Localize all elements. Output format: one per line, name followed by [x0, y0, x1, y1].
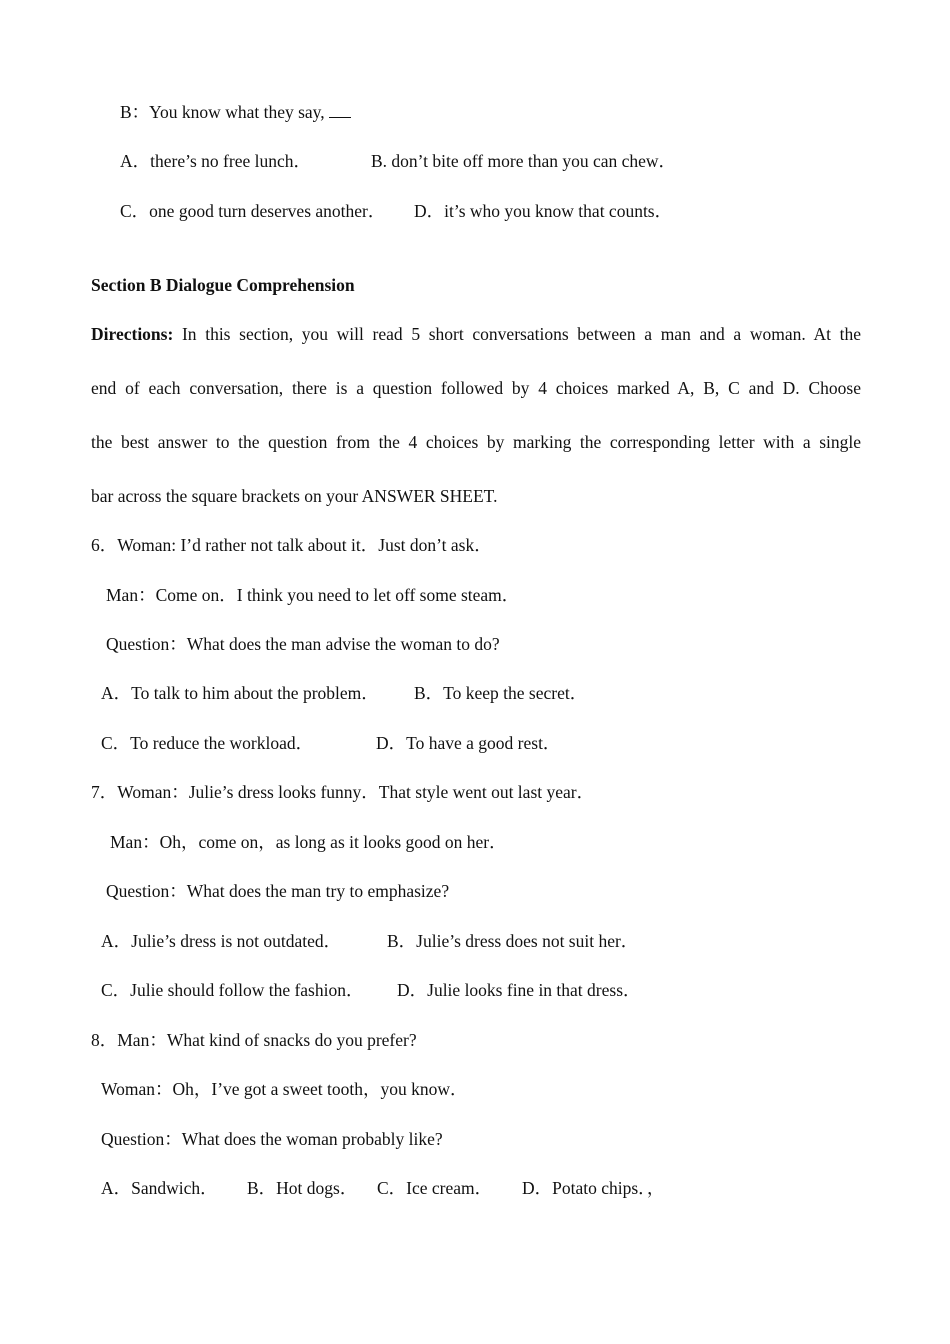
directions-line-3: the best answer to the question from the 4 choices by marking the corresponding letter with a single [91, 432, 861, 452]
q7-man: Man：Oh，come on，as long as it looks good on her． [110, 832, 507, 852]
directions-label: Directions: [91, 324, 174, 344]
q7-option-a: A．Julie’s dress is not outdated． [101, 931, 342, 951]
q6-option-b: B．To keep the secret． [414, 683, 588, 703]
q7-option-c: C．Julie should follow the fashion． [101, 980, 364, 1000]
answer-blank [329, 103, 351, 118]
q6-option-d: D．To have a good rest． [376, 733, 561, 753]
q8-option-c: C．Ice cream． [377, 1178, 493, 1198]
directions-line-2: end of each conversation, there is a question followed by 4 choices marked A, B, C and D. Choose [91, 378, 861, 398]
directions-text-1: In this section, you will read 5 short conversations between a man and a woman. At the [173, 324, 861, 344]
q6-man: Man：Come on．I think you need to let off some steam． [106, 585, 520, 605]
q8-option-a: A．Sandwich． [101, 1178, 218, 1198]
q5-option-d: D．it’s who you know that counts． [414, 201, 673, 221]
q5-dialogue-b-text: B：You know what they say, [120, 102, 330, 122]
q5-dialogue-b [120, 101, 351, 123]
q7-woman: 7．Woman：Julie’s dress looks funny．That style went out last year． [91, 782, 595, 802]
q6-option-c: C．To reduce the workload． [101, 733, 314, 753]
directions-line-1 [91, 323, 861, 345]
q6-woman: 6．Woman: I’d rather not talk about it．Just don’t ask． [91, 535, 492, 555]
q7-question: Question：What does the man try to emphasize? [106, 881, 450, 901]
q6-question: Question：What does the man advise the woman to do? [106, 634, 500, 654]
directions-line-4: bar across the square brackets on your ANSWER SHEET. [91, 486, 498, 506]
q5-option-a: A．there’s no free lunch． [120, 151, 311, 171]
q5-option-b: B. don’t bite off more than you can chew． [371, 151, 677, 171]
q8-option-b: B．Hot dogs． [247, 1178, 358, 1198]
q8-woman: Woman：Oh，I’ve got a sweet tooth，you know． [101, 1079, 468, 1099]
q8-question: Question：What does the woman probably like? [101, 1129, 443, 1149]
q7-option-b: B．Julie’s dress does not suit her． [387, 931, 639, 951]
q7-option-d: D．Julie looks fine in that dress． [397, 980, 641, 1000]
section-title: Section B Dialogue Comprehension [91, 275, 355, 295]
q8-man: 8．Man：What kind of snacks do you prefer? [91, 1030, 417, 1050]
q6-option-a: A．To talk to him about the problem． [101, 683, 379, 703]
q5-option-c: C．one good turn deserves another． [120, 201, 386, 221]
q8-option-d: D．Potato chips．， [522, 1178, 665, 1198]
